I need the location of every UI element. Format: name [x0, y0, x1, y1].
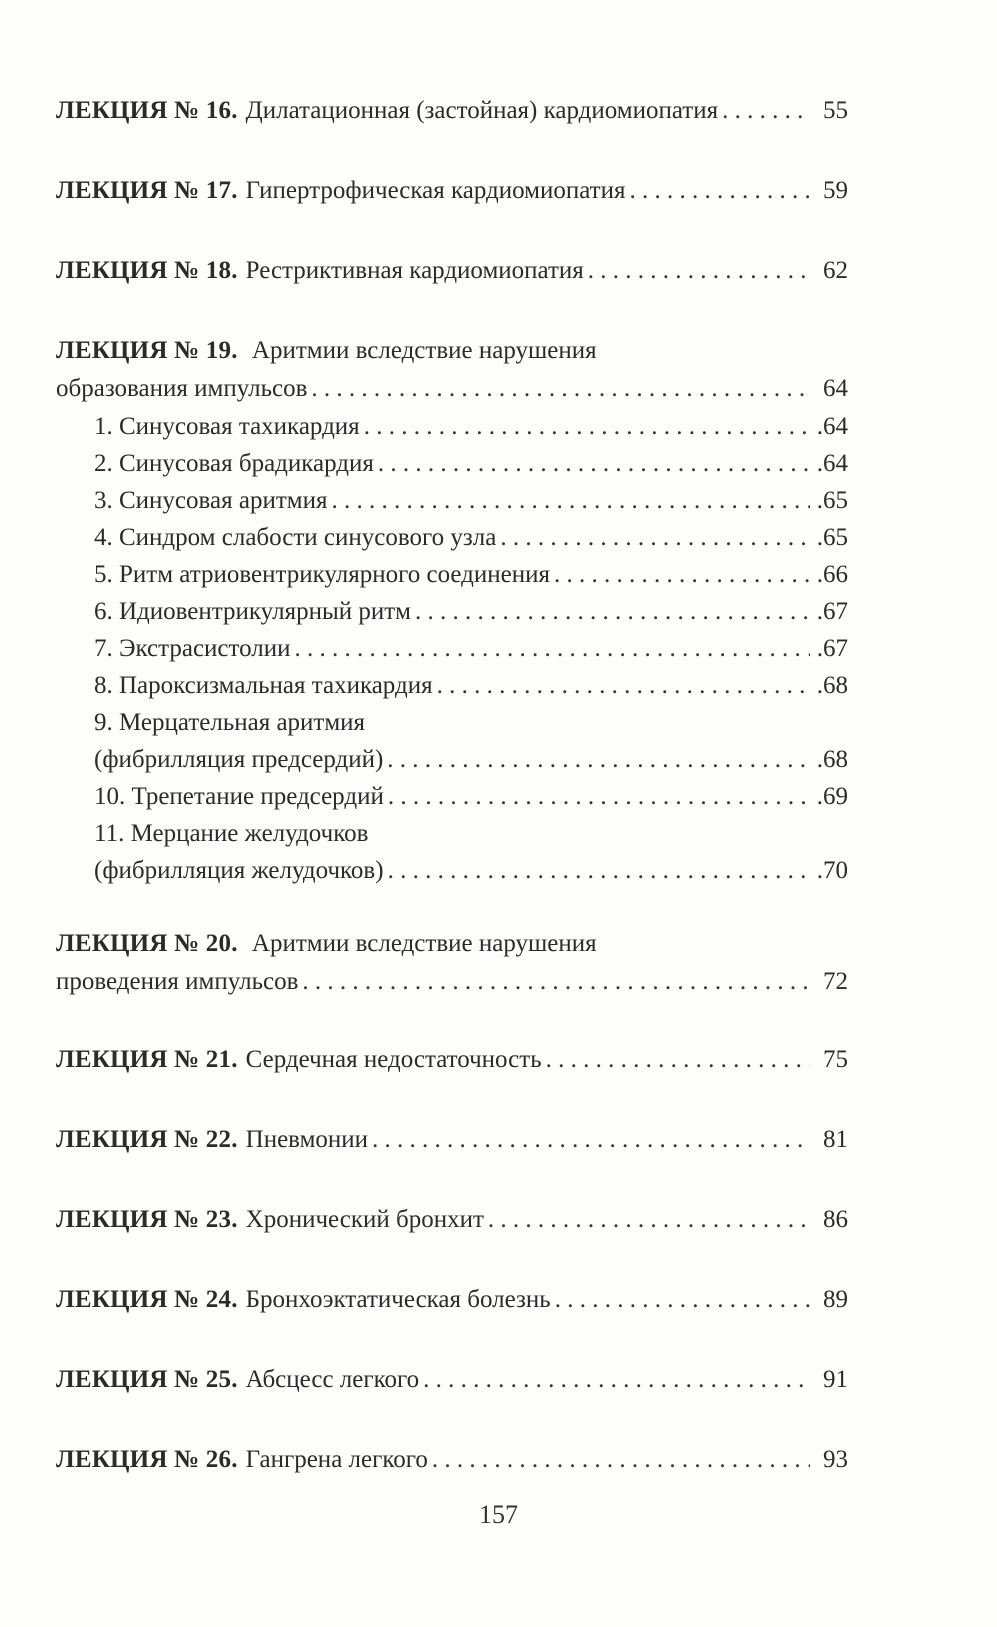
page-reference: .64: [816, 413, 848, 440]
dot-leader: [488, 1201, 810, 1239]
toc-entry-lecture-22: [56, 1121, 848, 1159]
lecture-title: Хронический бронхит: [245, 1206, 484, 1233]
lecture-number: ЛЕКЦИЯ № 22.: [56, 1126, 238, 1153]
toc-entry-lecture-19: [56, 332, 848, 889]
toc-line: [56, 963, 848, 1001]
page-reference: .70: [816, 857, 848, 884]
lecture-number: ЛЕКЦИЯ № 18.: [56, 257, 238, 284]
page-reference: 64: [823, 375, 848, 402]
subsection-title-line-2: (фибрилляция предсердий): [94, 746, 384, 773]
dot-leader: [415, 593, 810, 630]
subsection-item: [94, 630, 848, 667]
page-reference: .69: [816, 783, 848, 810]
toc-entry-lecture-17: [56, 172, 848, 210]
toc-line: [56, 332, 848, 370]
toc-line: [56, 92, 848, 130]
lecture-title: Пневмонии: [245, 1126, 369, 1153]
subsection-item: [94, 445, 848, 482]
subsection-title-line-1: 9. Мерцательная аритмия: [94, 709, 366, 736]
lecture-title: Бронхоэктатическая болезнь: [245, 1286, 551, 1313]
lecture-title-line-2: образования импульсов: [56, 375, 308, 402]
page-reference: .67: [816, 635, 848, 662]
toc-line: [56, 252, 848, 290]
lecture-title: Сердечная недостаточность: [245, 1046, 542, 1073]
subsection-title-line-1: 11. Мерцание желудочков: [94, 820, 369, 847]
lecture-title-line-2: проведения импульсов: [56, 968, 299, 995]
page-reference: 81: [823, 1126, 848, 1153]
toc-line: [56, 172, 848, 210]
toc-line: [56, 1041, 848, 1079]
page-number: 157: [479, 1500, 518, 1529]
dot-leader: [364, 408, 810, 445]
dot-leader: [295, 630, 810, 667]
subsection-title: 10. Трепетание предсердий: [94, 783, 384, 810]
lecture-number: ЛЕКЦИЯ № 19.: [56, 337, 238, 364]
dot-leader: [302, 963, 810, 1001]
toc-line: [56, 1361, 848, 1399]
subsection-title: 7. Экстрасистолии: [94, 635, 291, 662]
dot-leader: [378, 445, 810, 482]
lecture-title: Гипертрофическая кардиомиопатия: [245, 177, 626, 204]
toc-entry-lecture-23: [56, 1201, 848, 1239]
page-reference: 72: [823, 968, 848, 995]
toc-entry-lecture-26: [56, 1441, 848, 1479]
page-reference: 86: [823, 1206, 848, 1233]
lecture-title: Абсцесс легкого: [245, 1366, 420, 1393]
page-reference: .68: [816, 672, 848, 699]
page-reference: 62: [823, 257, 848, 284]
subsection-item: [94, 482, 848, 519]
lecture-number: ЛЕКЦИЯ № 26.: [56, 1446, 238, 1473]
dot-leader: [500, 519, 810, 556]
subsection-title: 3. Синусовая аритмия: [94, 487, 328, 514]
subsection-item: [94, 778, 848, 815]
subsection-title: 4. Синдром слабости синусового узла: [94, 524, 497, 551]
toc-line: [56, 1201, 848, 1239]
lecture-number: ЛЕКЦИЯ № 25.: [56, 1366, 238, 1393]
subsection-item: [94, 593, 848, 630]
lecture-number: ЛЕКЦИЯ № 23.: [56, 1206, 238, 1233]
dot-leader: [432, 1441, 810, 1479]
table-of-contents: [56, 92, 848, 1521]
toc-line: [56, 1121, 848, 1159]
subsection-title: 1. Синусовая тахикардия: [94, 413, 360, 440]
subsection-item: [94, 667, 848, 704]
page-reference: .65: [816, 524, 848, 551]
subsection-title: 2. Синусовая брадикардия: [94, 450, 374, 477]
toc-entry-lecture-20: [56, 925, 848, 1001]
toc-line: [56, 925, 848, 963]
toc-entry-lecture-16: [56, 92, 848, 130]
dot-leader: [387, 741, 810, 778]
dot-leader: [588, 252, 810, 290]
toc-entry-lecture-25: [56, 1361, 848, 1399]
dot-leader: [388, 778, 810, 815]
subsection-item: [94, 704, 848, 778]
subsection-item: [94, 519, 848, 556]
lecture-title: Рестриктивная кардиомиопатия: [245, 257, 584, 284]
page-reference: 59: [823, 177, 848, 204]
page-reference: .64: [816, 450, 848, 477]
dot-leader: [423, 1361, 810, 1399]
lecture-number: ЛЕКЦИЯ № 20.: [56, 930, 238, 957]
lecture-number: ЛЕКЦИЯ № 17.: [56, 177, 238, 204]
dot-leader: [554, 556, 810, 593]
toc-entry-lecture-21: [56, 1041, 848, 1079]
page-reference: 91: [823, 1366, 848, 1393]
lecture-title: Дилатационная (застойная) кардиомиопатия: [245, 97, 719, 124]
lecture-number: ЛЕКЦИЯ № 16.: [56, 97, 238, 124]
dot-leader: [437, 667, 810, 704]
toc-line: [56, 1441, 848, 1479]
dot-leader: [372, 1121, 810, 1159]
subsection-title: 6. Идиовентрикулярный ритм: [94, 598, 411, 625]
page-reference: .66: [816, 561, 848, 588]
page-reference: .67: [816, 598, 848, 625]
subsection-item: [94, 815, 848, 889]
dot-leader: [331, 482, 810, 519]
subsection-title: 5. Ритм атриовентрикулярного соединения: [94, 561, 551, 588]
toc-entry-lecture-24: [56, 1281, 848, 1319]
toc-line: [56, 370, 848, 408]
page-reference: .65: [816, 487, 848, 514]
page-reference: 89: [823, 1286, 848, 1313]
dot-leader: [311, 370, 810, 408]
dot-leader: [629, 172, 810, 210]
lecture-number: ЛЕКЦИЯ № 24.: [56, 1286, 238, 1313]
subsection-item: [94, 408, 848, 445]
dot-leader: [546, 1041, 810, 1079]
subsection-item: [94, 556, 848, 593]
toc-entry-lecture-18: [56, 252, 848, 290]
lecture-title: Гангрена легкого: [245, 1446, 428, 1473]
subsection-title-line-2: (фибрилляция желудочков): [94, 857, 384, 884]
lecture-title-line-1: Аритмии вследствие нарушения: [251, 337, 597, 364]
page-reference: 93: [823, 1446, 848, 1473]
lecture-title-line-1: Аритмии вследствие нарушения: [251, 930, 597, 957]
toc-line: [56, 1281, 848, 1319]
dot-leader: [555, 1281, 810, 1319]
page-reference: 75: [823, 1046, 848, 1073]
page-reference: .68: [816, 746, 848, 773]
page-reference: 55: [823, 97, 848, 124]
lecture-number: ЛЕКЦИЯ № 21.: [56, 1046, 238, 1073]
dot-leader: [388, 852, 810, 889]
subsection-title: 8. Пароксизмальная тахикардия: [94, 672, 433, 699]
subsection-list: [56, 408, 848, 889]
dot-leader: [722, 92, 810, 130]
